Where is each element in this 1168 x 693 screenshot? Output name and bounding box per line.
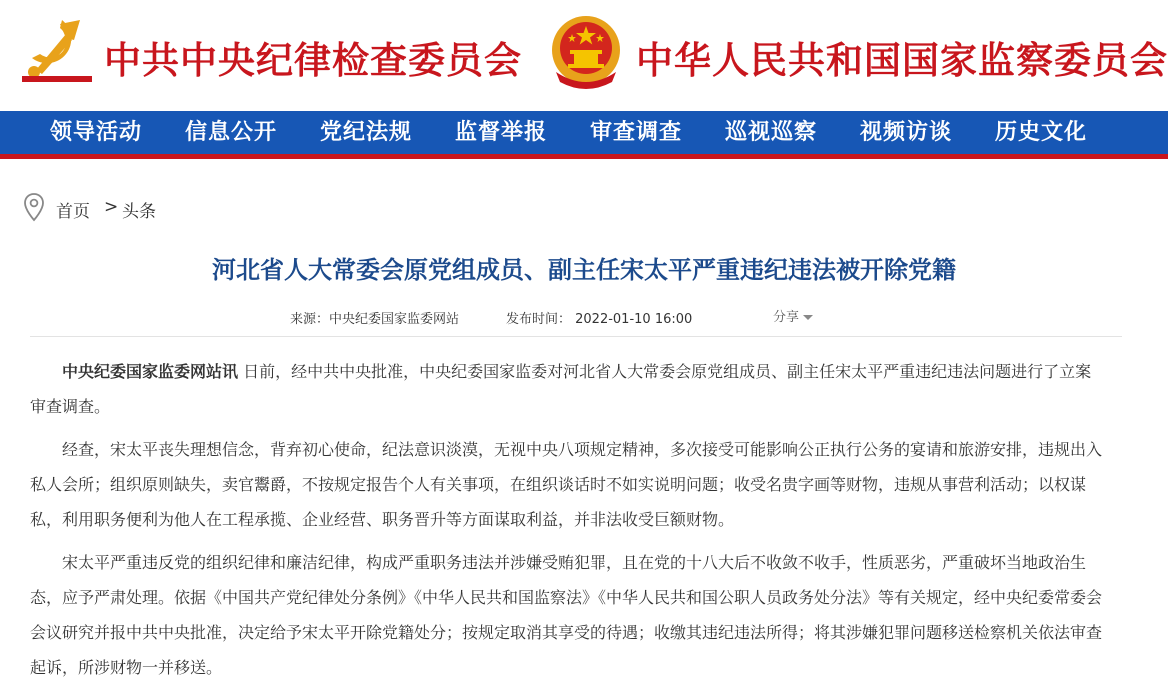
nsc-title: 中华人民共和国国家监察委员会: [636, 38, 1168, 82]
share-label: 分享: [773, 310, 800, 325]
breadcrumb-current-link[interactable]: 头条: [122, 202, 156, 222]
breadcrumb-home-link[interactable]: 首页: [56, 202, 90, 222]
nav-item-regulations[interactable]: 党纪法规: [320, 119, 413, 145]
article-title: 河北省人大常委会原党组成员、副主任宋太平严重违纪违法被开除党籍: [212, 256, 956, 284]
article-paragraph: 经查，宋太平丧失理想信念，背弃初心使命，纪法意识淡漠，无视中央八项规定精神，多次接受可能影响公正执行公务的宴请和旅游安排，违规出入私人会所；组织原则缺失，卖官鬻爵，不按规定报告个人有关事项，在组织谈话时不如实说明问题；收受名贵字画等财物，违规从事营利活动；以权谋私，利用职务便利为他人在工程承揽、企业经营、职务晋升等方面谋取利益，并非法收受巨额财物。: [30, 440, 1103, 529]
site-header: [0, 0, 1168, 111]
article-paragraph: 宋太平严重违反党的组织纪律和廉洁纪律，构成严重职务违法并涉嫌受贿犯罪，且在党的十八大后不收敛不收手，性质恶劣，严重破坏当地政治生态，应予严肃处理。依据《中国共产党纪律处分条例》《中华人民共和国监察法》《中华人民共和国公职人员政务处分法》等有关规定，经中央纪委常委会会议研究并报中共中央批准，决定给予宋太平开除党籍处分；按规定取消其享受的待遇；收缴其违纪违法所得；将其涉嫌犯罪问题移送检察机关依法审查起诉，所涉财物一并移送。: [30, 553, 1103, 677]
article-lead: 中央纪委国家监委网站讯: [62, 362, 239, 381]
chevron-down-icon: [803, 315, 813, 320]
nav-item-report[interactable]: 监督举报: [455, 119, 548, 145]
article-paragraph: [30, 354, 1102, 424]
breadcrumb-separator: >: [104, 197, 119, 217]
nav-item-leadership[interactable]: 领导活动: [50, 119, 143, 145]
nav-item-investigation[interactable]: 审查调查: [590, 119, 683, 145]
article-body: [30, 354, 1102, 693]
share-button[interactable]: [773, 306, 813, 325]
location-pin-icon: [22, 192, 46, 222]
nav-item-video[interactable]: 视频访谈: [860, 119, 953, 145]
main-nav: [0, 111, 1168, 159]
national-emblem-icon[interactable]: [548, 12, 624, 90]
article-publish-time: 发布时间： 2022-01-10 16:00: [506, 312, 693, 327]
meta-divider: [30, 336, 1122, 337]
article-source: 来源：中央纪委国家监委网站: [290, 312, 460, 327]
nav-item-inspection[interactable]: 巡视巡察: [725, 119, 818, 145]
nav-item-history[interactable]: 历史文化: [995, 119, 1088, 145]
nav-item-info-disclosure[interactable]: 信息公开: [185, 119, 278, 145]
party-emblem-icon[interactable]: [22, 14, 92, 84]
article-paragraph-text: 日前，经中共中央批准，中央纪委国家监委对河北省人大常委会原党组成员、副主任宋太平严重违纪违法问题进行了立案审查调查。: [30, 362, 1092, 416]
cmc-title: 中共中央纪律检查委员会: [104, 38, 522, 82]
